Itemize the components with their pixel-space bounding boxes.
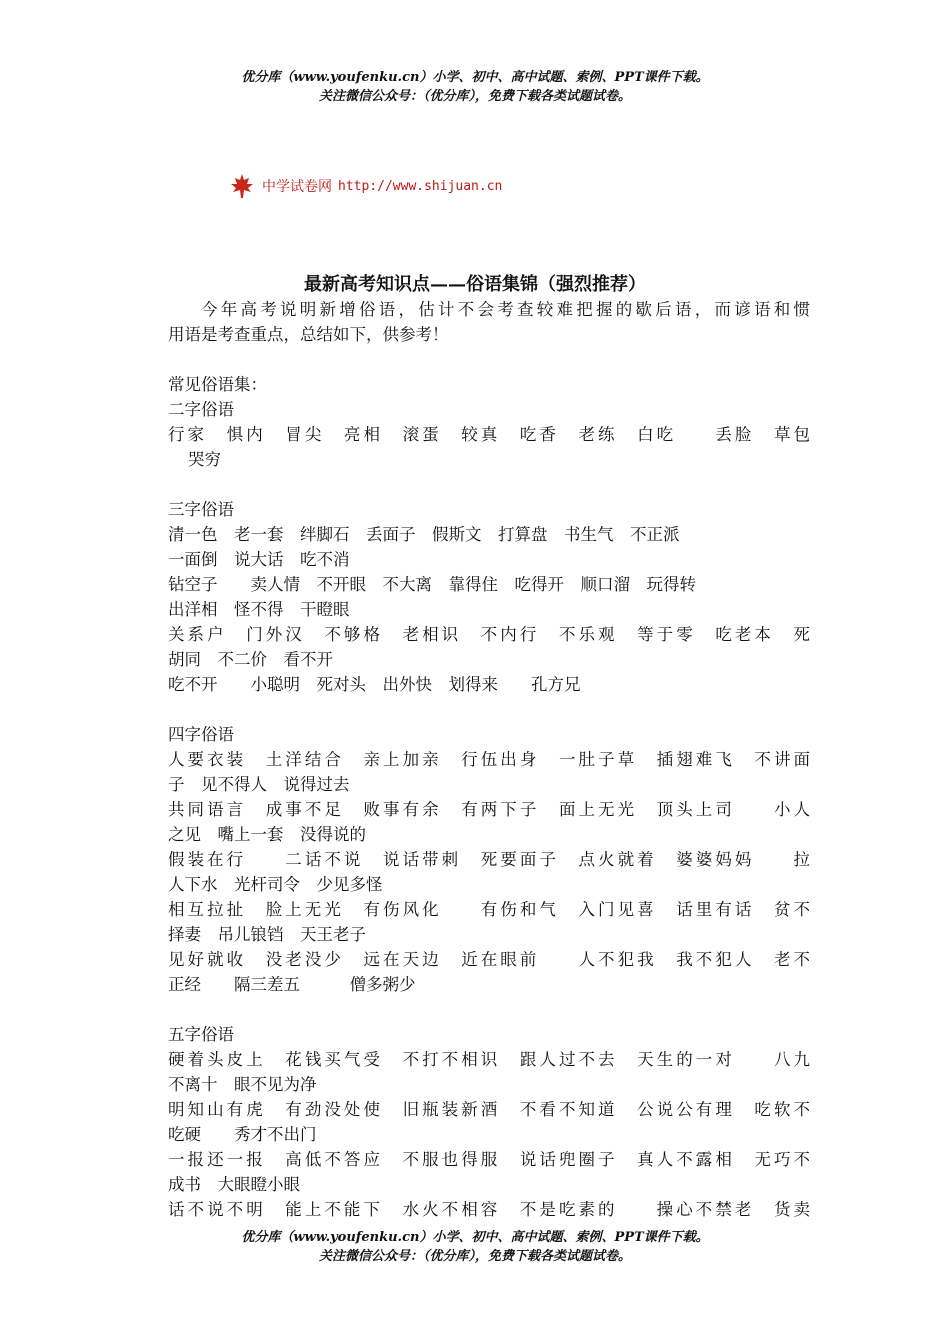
four-char-row: 子 见不得人 说得过去 xyxy=(168,775,350,794)
five-char-row: 不离十 眼不见为净 xyxy=(168,1075,317,1094)
page-footer xyxy=(0,1228,950,1266)
four-char-row: 人要衣装 土洋结合 亲上加亲 行伍出身 一肚子草 插翅难飞 不讲面 xyxy=(168,750,810,769)
three-char-row: 清一色 老一套 绊脚石 丢面子 假斯文 打算盘 书生气 不正派 xyxy=(168,525,680,544)
intro-line-2: 用语是考查重点，总结如下，供参考！ xyxy=(168,325,449,344)
four-char-row: 共同语言 成事不足 败事有余 有两下子 面上无光 顶头上司 小人 xyxy=(168,800,810,819)
three-char-row: 钻空子 卖人情 不开眼 不大离 靠得住 吃得开 顺口溜 玩得转 xyxy=(168,575,696,594)
two-char-row: 行家 惧内 冒尖 亮相 滚蛋 较真 吃香 老练 白吃 丢脸 草包 xyxy=(168,425,810,444)
four-char-row: 相互拉扯 脸上无光 有伤风化 有伤和气 入门见喜 话里有话 贫不 xyxy=(168,900,810,919)
five-char-row: 一报还一报 高低不答应 不服也得服 说话兜圈子 真人不露相 无巧不 xyxy=(168,1150,810,1169)
document-body xyxy=(168,297,810,1222)
four-char-row: 择妻 吊儿锒铛 天王老子 xyxy=(168,925,366,944)
site-logo[interactable] xyxy=(228,172,502,200)
four-char-row: 之见 嘴上一套 没得说的 xyxy=(168,825,366,844)
four-char-row: 假装在行 二话不说 说话带刺 死要面子 点火就着 婆婆妈妈 拉 xyxy=(168,850,810,869)
three-char-row: 出洋相 怪不得 干瞪眼 xyxy=(168,600,350,619)
three-char-row: 一面倒 说大话 吃不消 xyxy=(168,550,350,569)
logo-site-name: 中学试卷网 xyxy=(262,179,332,195)
four-char-heading: 四字俗语 xyxy=(168,725,234,744)
five-char-row: 成书 大眼瞪小眼 xyxy=(168,1175,300,1194)
five-char-row: 吃硬 秀才不出门 xyxy=(168,1125,317,1144)
logo-site-url[interactable]: http://www.shijuan.cn xyxy=(338,178,503,194)
intro-line-1: 今年高考说明新增俗语，估计不会考查较难把握的歇后语，而谚语和惯 xyxy=(201,300,810,319)
four-char-row: 人下水 光杆司令 少见多怪 xyxy=(168,875,383,894)
footer-line-2: 关注微信公众号：（优分库），免费下载各类试题试卷。 xyxy=(318,1249,631,1264)
section-heading: 常见俗语集： xyxy=(168,375,267,394)
three-char-row: 吃不开 小聪明 死对头 出外快 划得来 孔方兄 xyxy=(168,675,581,694)
five-char-heading: 五字俗语 xyxy=(168,1025,234,1044)
footer-line-1: 优分库（www.youfenku.cn）小学、初中、高中试题、索例、PPT课件下载。 xyxy=(241,1230,709,1245)
maple-leaf-icon xyxy=(228,172,256,200)
five-char-row: 明知山有虎 有劲没处使 旧瓶装新酒 不看不知道 公说公有理 吃软不 xyxy=(168,1100,810,1119)
header-line-1: 优分库（www.youfenku.cn）小学、初中、高中试题、索例、PPT课件下载。 xyxy=(241,70,709,85)
two-char-row: 哭穷 xyxy=(188,450,221,469)
five-char-row: 硬着头皮上 花钱买气受 不打不相识 跟人过不去 天生的一对 八九 xyxy=(168,1050,810,1069)
document-title: 最新高考知识点——俗语集锦（强烈推荐） xyxy=(304,274,646,295)
five-char-row: 话不说不明 能上不能下 水火不相容 不是吃素的 操心不禁老 货卖 xyxy=(168,1200,810,1219)
four-char-row: 正经 隔三差五 僧多粥少 xyxy=(168,975,416,994)
header-line-2: 关注微信公众号：（优分库），免费下载各类试题试卷。 xyxy=(318,89,631,104)
three-char-row: 胡同 不二价 看不开 xyxy=(168,650,333,669)
three-char-row: 关系户 门外汉 不够格 老相识 不内行 不乐观 等于零 吃老本 死 xyxy=(168,625,810,644)
four-char-row: 见好就收 没老没少 远在天边 近在眼前 人不犯我 我不犯人 老不 xyxy=(168,950,810,969)
page-header xyxy=(0,68,950,106)
three-char-heading: 三字俗语 xyxy=(168,500,234,519)
two-char-heading: 二字俗语 xyxy=(168,400,234,419)
